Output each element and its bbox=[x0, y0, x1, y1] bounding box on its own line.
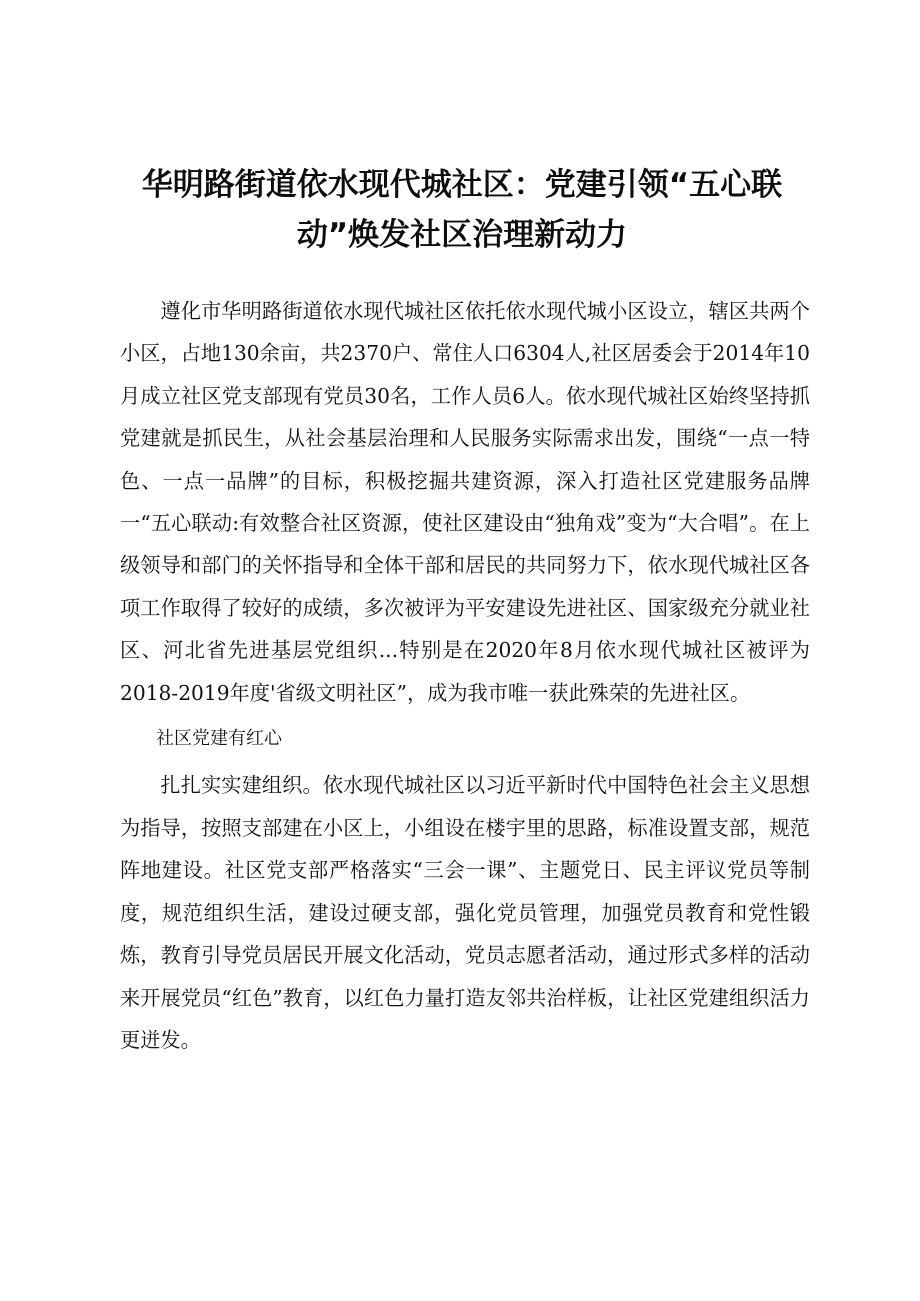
intro-paragraph: 遵化市华明路街道依水现代城社区依托依水现代城小区设立，辖区共两个小区，占地130余亩，共2370户、常住人口6304人,社区居委会于2014年10月成立社区党支部现有党员30名，工作人员6人。依水现代城社区始终坚持抓党建就是抓民生，从社会基层治理和人民服务实际需求出发，围绕“一点一特色、一点一品牌”的目标，积极挖掘共建资源，深入打造社区党建服务品牌一“五心联动:有效整合社区资源，使社区建设由“独角戏”变为“大合唱”。在上级领导和部门的关怀指导和全体干部和居民的共同努力下，依水现代城社区各项工作取得了较好的成绩，多次被评为平安建设先进社区、国家级充分就业社区、河北省先进基层党组织...特别是在2020年8月依水现代城社区被评为2018-2019年度'省级文明社区”，成为我市唯一获此殊荣的先进社区。 bbox=[120, 299, 810, 705]
document-title: 华明路街道依水现代城社区：党建引领“五心联动”焕发社区治理新动力 bbox=[141, 167, 783, 253]
section-heading: 社区党建有红心 bbox=[156, 728, 282, 750]
document-body bbox=[120, 290, 810, 1061]
section-paragraph: 扎扎实实建组织。依水现代城社区以习近平新时代中国特色社会主义思想为指导，按照支部建在小区上，小组设在楼宇里的思路，标准设置支部，规范阵地建设。社区党支部严格落实“三会一课”、主题党日、民主评议党员等制度，规范组织生活，建设过硬支部，强化党员管理，加强党员教育和党性锻炼，教育引导党员居民开展文化活动，党员志愿者活动，通过形式多样的活动来开展党员“红色”教育，以红色力量打造友邻共治样板，让社区党建组织活力更迸发。 bbox=[120, 773, 810, 1052]
